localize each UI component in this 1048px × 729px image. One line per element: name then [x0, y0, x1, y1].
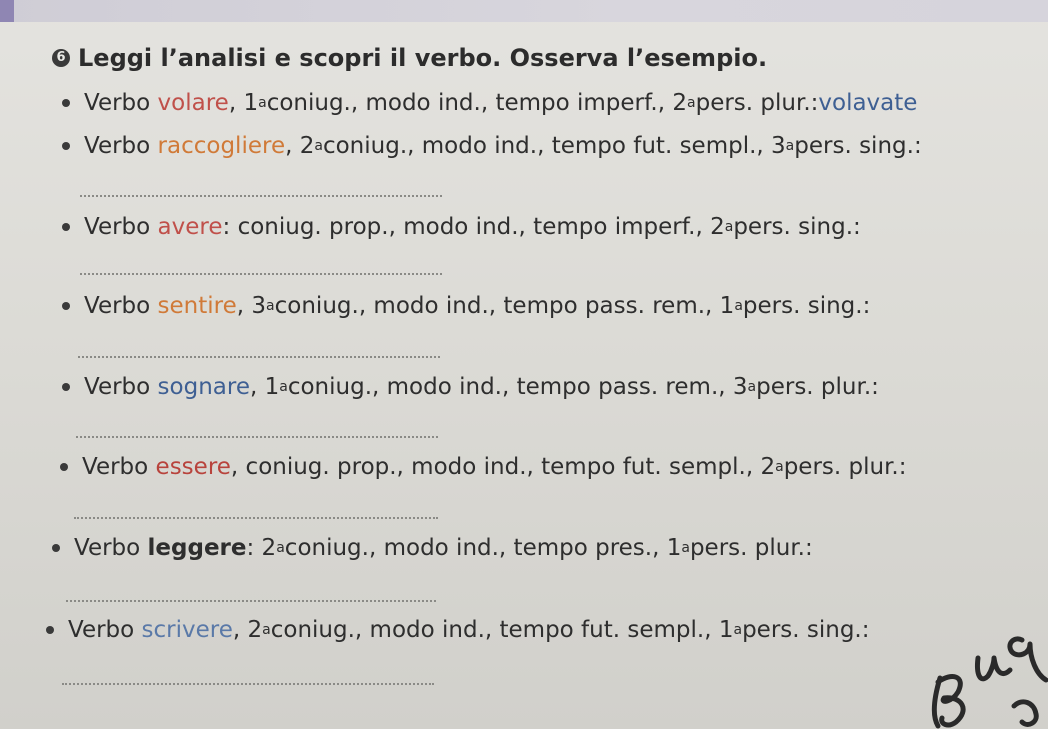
item-prefix: Verbo	[74, 535, 141, 561]
item-c3: pers. plur.:	[689, 535, 813, 561]
item-c1: , 2	[285, 133, 315, 159]
exercise-item-7: Verbo leggere : 2 a coniug., modo ind., tempo pres., 1 a pers. plur.:	[52, 535, 813, 561]
item-prefix: Verbo	[84, 90, 151, 116]
item-prefix: Verbo	[82, 454, 149, 480]
item-prefix: Verbo	[84, 374, 151, 400]
exercise-item-2: Verbo raccogliere , 2 a coniug., modo ind., tempo fut. sempl., 3 a pers. sing.:	[62, 133, 922, 159]
item-verb: avere	[157, 214, 223, 240]
item-c3: pers. plur.:	[756, 374, 879, 400]
bullet-icon	[62, 142, 70, 150]
item-c3: pers. sing.:	[794, 133, 922, 159]
exercise-item-6: Verbo essere , coniug. prop., modo ind., tempo fut. sempl., 2 a pers. plur.:	[60, 454, 907, 480]
answer-line-5[interactable]	[76, 436, 438, 438]
item-c3: pers. sing.:	[742, 293, 871, 319]
exercise-item-8: Verbo scrivere , 2 a coniug., modo ind., tempo fut. sempl., 1 a pers. sing.:	[46, 617, 869, 643]
answer-line-3[interactable]	[80, 273, 442, 275]
item-c1: , 1	[249, 374, 280, 400]
bullet-icon	[62, 223, 70, 231]
item-verb: sognare	[157, 374, 250, 400]
bullet-icon	[62, 99, 70, 107]
exercise-number-badge: 6	[52, 49, 70, 67]
exercise-instruction: Leggi l’analisi e scopri il verbo. Osserva l’esempio.	[78, 44, 768, 72]
item-c2: pers. sing.:	[733, 214, 861, 240]
item-verb: volare	[157, 90, 229, 116]
item-c1: , 1	[228, 90, 259, 116]
answer-line-4[interactable]	[78, 356, 440, 358]
item-c2: coniug., modo ind., tempo pres., 1	[284, 535, 682, 561]
exercise-item-4: Verbo sentire , 3 a coniug., modo ind., tempo pass. rem., 1 a pers. sing.:	[62, 293, 870, 319]
item-verb: raccogliere	[157, 133, 286, 159]
item-c2: pers. plur.:	[783, 454, 907, 480]
answer-line-6[interactable]	[74, 517, 438, 519]
item-c1: , 2	[232, 617, 263, 643]
item-c2: coniug., modo ind., tempo pass. rem., 1	[274, 293, 735, 319]
exercise-item-1: Verbo volare , 1 a coniug., modo ind., tempo imperf., 2 a pers. plur.: volavate	[62, 90, 917, 116]
exercise-title	[52, 44, 767, 72]
item-c2: coniug., modo ind., tempo pass. rem., 3	[287, 374, 748, 400]
item-prefix: Verbo	[84, 133, 151, 159]
item-c2: coniug., modo ind., tempo fut. sempl., 3	[322, 133, 786, 159]
item-c1: , 3	[236, 293, 267, 319]
item-verb: essere	[155, 454, 231, 480]
item-answer: volavate	[818, 90, 918, 116]
bullet-icon	[46, 626, 54, 634]
item-prefix: Verbo	[84, 293, 151, 319]
item-c2: coniug., modo ind., tempo fut. sempl., 1	[270, 617, 734, 643]
bullet-icon	[52, 544, 60, 552]
page-top-strip	[0, 0, 1048, 22]
item-verb: sentire	[157, 293, 237, 319]
item-c2: coniug., modo ind., tempo imperf., 2	[266, 90, 687, 116]
bullet-icon	[62, 383, 70, 391]
item-c1: : coniug. prop., modo ind., tempo imperf., 2	[222, 214, 725, 240]
bullet-icon	[62, 302, 70, 310]
item-c3: pers. plur.:	[695, 90, 819, 116]
item-c1: , coniug. prop., modo ind., tempo fut. sempl., 2	[230, 454, 776, 480]
page-accent-bar	[0, 0, 14, 22]
item-c1: : 2	[246, 535, 277, 561]
item-verb: leggere	[147, 535, 247, 561]
exercise-item-5: Verbo sognare , 1 a coniug., modo ind., tempo pass. rem., 3 a pers. plur.:	[62, 374, 879, 400]
item-prefix: Verbo	[84, 214, 151, 240]
answer-line-2[interactable]	[80, 195, 442, 197]
answer-line-7[interactable]	[66, 600, 436, 602]
item-prefix: Verbo	[68, 617, 135, 643]
item-c3: pers. sing.:	[742, 617, 870, 643]
answer-line-8[interactable]	[62, 683, 434, 685]
bullet-icon	[60, 463, 68, 471]
exercise-item-3: Verbo avere : coniug. prop., modo ind., tempo imperf., 2 a pers. sing.:	[62, 214, 861, 240]
handwriting-scribble-icon	[918, 618, 1048, 729]
item-verb: scrivere	[141, 617, 233, 643]
